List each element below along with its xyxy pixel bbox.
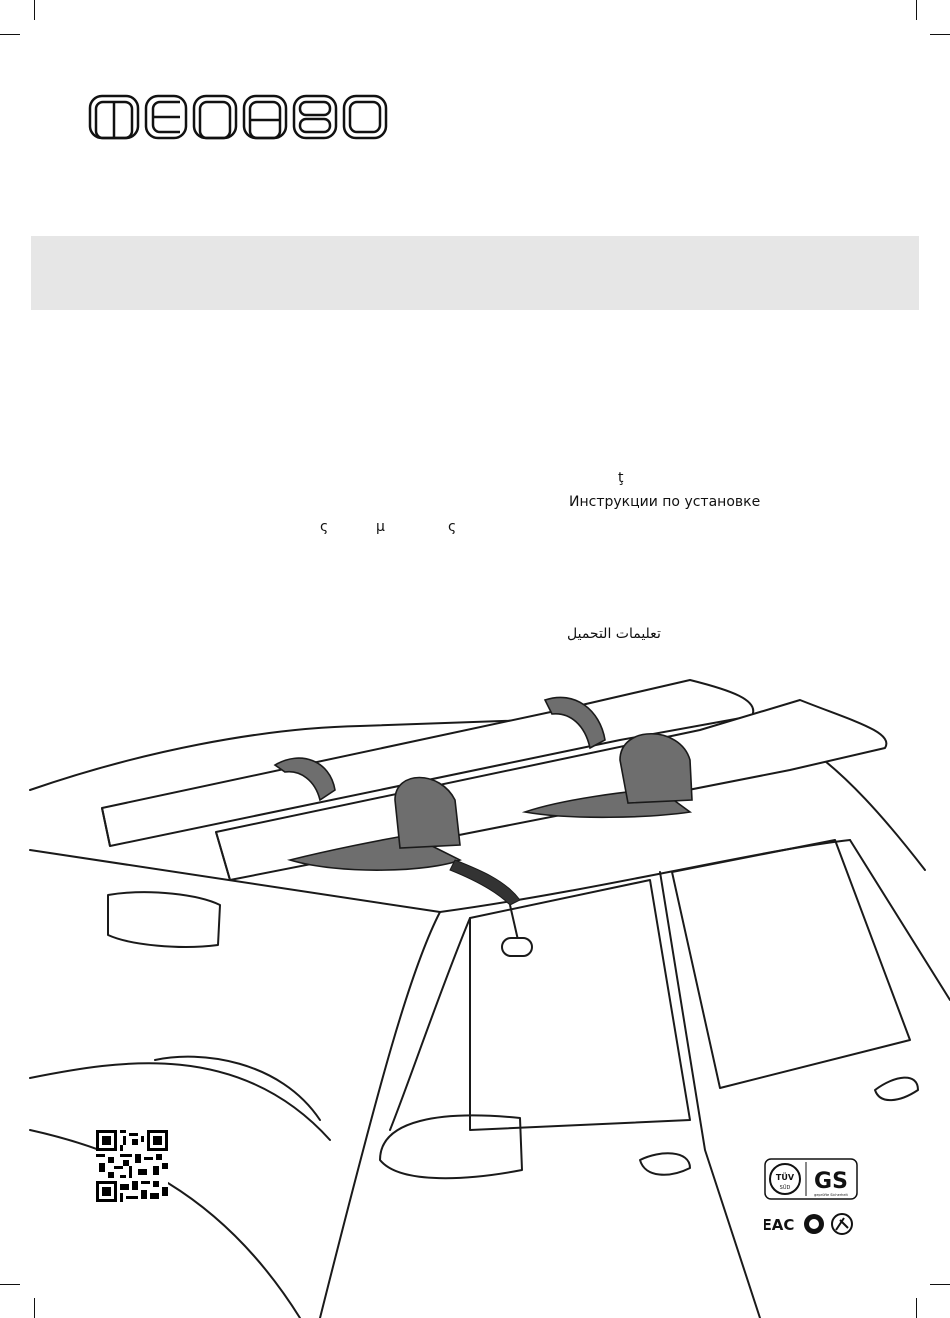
certification-graphic — [764, 1158, 858, 1236]
lang-greek-glyph-3: ς — [448, 519, 457, 535]
tidyman-icon — [832, 1214, 852, 1234]
gs-label: GS — [814, 1169, 848, 1194]
wheel-arch — [155, 1057, 320, 1120]
strap-buckle — [502, 938, 532, 956]
holder-front-right — [620, 734, 692, 803]
rear-view-mirror — [108, 892, 220, 947]
certification-marks — [764, 1158, 858, 1236]
crop-mark — [34, 0, 35, 20]
lang-greek-glyph-2: μ — [376, 519, 385, 535]
qr-code[interactable] — [96, 1130, 168, 1202]
hood-line — [30, 1063, 330, 1140]
tuv-label: TÜV — [775, 1173, 795, 1182]
strap — [450, 860, 520, 905]
brand-logo — [88, 92, 388, 142]
gs-sub-label: geprüfte Sicherheit — [814, 1193, 848, 1197]
b-pillar — [660, 872, 760, 1318]
front-side-window — [470, 880, 690, 1130]
lang-russian: Инструкции по установке — [569, 494, 761, 510]
brand-logo-graphic — [88, 92, 388, 142]
crop-mark — [0, 34, 20, 35]
lang-greek-glyph-1: ς — [320, 519, 329, 535]
eac-mark: EAC — [764, 1216, 795, 1234]
a-pillar — [320, 912, 440, 1318]
lang-t-glyph: ţ — [618, 470, 624, 486]
rear-door-handle — [875, 1078, 918, 1101]
qr-code-graphic — [96, 1130, 168, 1202]
side-mirror — [380, 1115, 522, 1178]
crop-mark — [930, 34, 950, 35]
front-door-handle — [640, 1153, 690, 1174]
title-banner — [31, 236, 919, 310]
tuv-sub-label: SÜD — [779, 1185, 791, 1191]
crop-mark — [916, 0, 917, 20]
a-pillar-inner — [390, 918, 470, 1130]
lang-arabic: تعليمات التحميل — [567, 626, 661, 642]
